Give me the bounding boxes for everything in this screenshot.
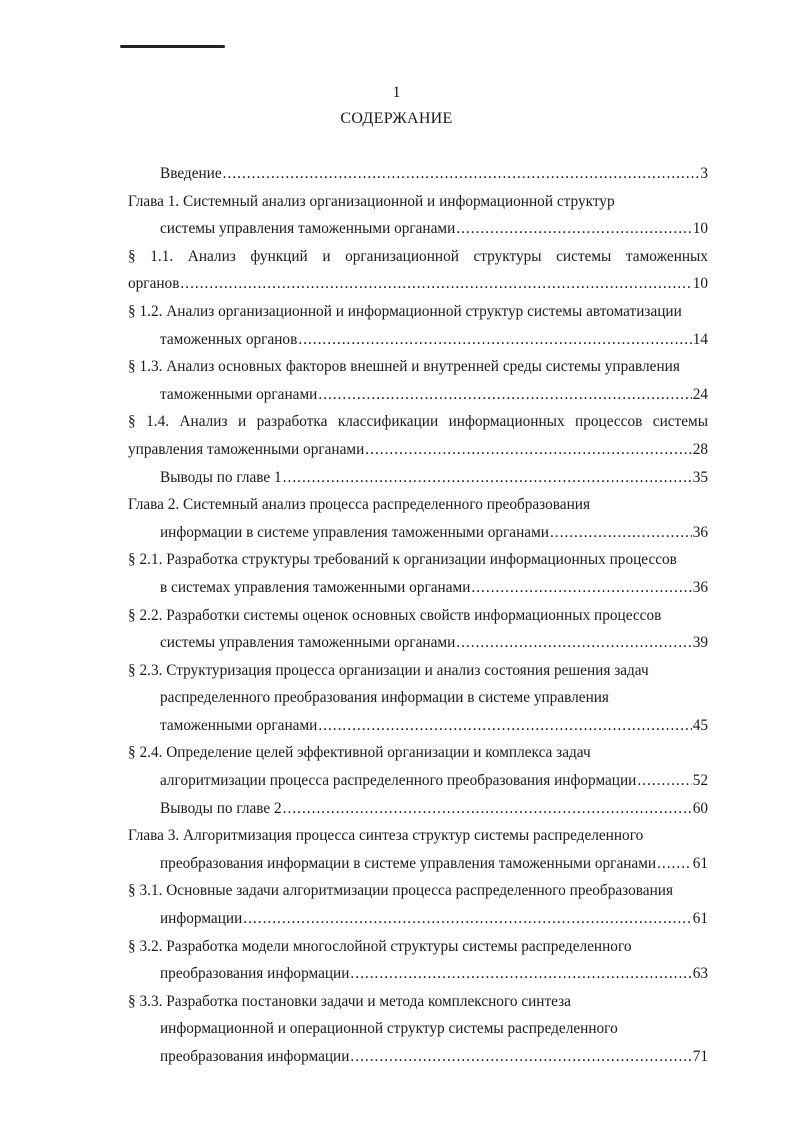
toc-entry-section-1-1 xyxy=(128,243,708,271)
toc-entry-section-1-3-cont xyxy=(128,381,708,409)
toc-entry-text: таможенными органами xyxy=(160,716,318,734)
scan-mark xyxy=(120,45,225,48)
toc-entry-chapter-1-cont xyxy=(128,215,708,243)
toc-entry-text: § 2.3. Структуризация процесса организации и анализ состояния решения задач xyxy=(128,661,649,679)
toc-entry-text: § 2.1. Разработка структуры требований к организации информационных процессов xyxy=(128,551,677,569)
toc-entry-text: § 2.2. Разработки системы оценок основных свойств информационных процессов xyxy=(128,606,662,624)
toc-entry-text: таможенными органами xyxy=(160,385,318,403)
toc-entry-section-2-4 xyxy=(128,739,708,767)
toc-page-number: 61 xyxy=(692,854,708,872)
toc-page-number: 10 xyxy=(692,275,708,293)
toc-page-number: 60 xyxy=(692,799,708,817)
toc-entry-text: § 1.2. Анализ организационной и информационной структур системы автоматизации xyxy=(128,302,682,320)
leader-dots xyxy=(456,215,691,243)
toc-entry-text: § 3.3. Разработка постановки задачи и метода комплексного синтеза xyxy=(128,992,571,1010)
leader-dots xyxy=(180,270,691,298)
toc-entry-text: информационной и операционной структур системы распределенного xyxy=(160,1020,618,1038)
toc-entry-section-3-1-cont xyxy=(128,905,708,933)
toc-entry-text: § 3.1. Основные задачи алгоритмизации процесса распределенного преобразования xyxy=(128,882,673,900)
toc-entry-section-2-3-cont-2 xyxy=(128,712,708,740)
toc-page-number: 14 xyxy=(692,330,708,348)
toc-entry-text: Введение xyxy=(160,165,222,182)
toc-entry-text: органов xyxy=(128,275,180,293)
toc-page-number: 28 xyxy=(692,440,708,458)
leader-dots xyxy=(318,712,691,740)
toc-entry-section-3-2-cont xyxy=(128,960,708,988)
toc-entry-chapter-3-cont xyxy=(128,850,708,878)
toc-entry-text: распределенного преобразования информации в системе управления xyxy=(160,689,609,707)
toc-entry-text: § 1.3. Анализ основных факторов внешней и внутренней среды системы управления xyxy=(128,358,680,376)
toc-page-number: 35 xyxy=(692,468,708,486)
toc-entry-text: управления таможенными органами xyxy=(128,440,365,458)
toc-entry-text: § 2.4. Определение целей эффективной организации и комплекса задач xyxy=(128,744,591,762)
toc-page-number: 3 xyxy=(700,165,708,182)
toc-entry-section-2-1-cont xyxy=(128,574,708,602)
page-number: 1 xyxy=(392,84,401,101)
toc-entry-text: Глава 2. Системный анализ процесса распределенного преобразования xyxy=(128,496,591,514)
toc-entry-section-2-4-cont xyxy=(128,767,708,795)
toc-entry-section-2-2 xyxy=(128,602,708,630)
toc-entry-text: § 3.2. Разработка модели многослойной структуры системы распределенного xyxy=(128,937,632,955)
toc-entry-text: Глава 3. Алгоритмизация процесса синтеза структур системы распределенного xyxy=(128,827,644,845)
toc-entry-section-1-3 xyxy=(128,353,708,381)
toc-page-number: 24 xyxy=(692,385,708,403)
toc-entry-text: системы управления таможенными органами xyxy=(160,634,456,652)
toc-entry-text: § 1.4. Анализ и разработка классификации информационных процессов системы xyxy=(128,413,708,431)
toc-entry-text: § 1.1. Анализ функций и организационной структуры системы таможенных xyxy=(128,247,708,265)
toc-entry-section-2-3-cont xyxy=(128,684,708,712)
toc-entry-section-3-3-cont-2 xyxy=(128,1043,708,1071)
leader-dots xyxy=(471,574,691,602)
toc-page-number: 45 xyxy=(692,716,708,734)
toc-entry-text: информации в системе управления таможенными органами xyxy=(160,523,549,541)
toc-entry-section-1-4 xyxy=(128,408,708,436)
toc-entry-text: преобразования информации xyxy=(160,1048,350,1065)
toc-entry-section-3-1 xyxy=(128,877,708,905)
toc-entry-chapter-2 xyxy=(128,491,708,519)
toc-entry-text: системы управления таможенными органами xyxy=(160,220,456,238)
toc-entry-section-1-2-cont xyxy=(128,326,708,354)
table-of-contents xyxy=(128,160,708,1071)
toc-entry-text: преобразования информации в системе управления таможенными органами xyxy=(160,854,657,872)
toc-entry-section-2-3 xyxy=(128,657,708,685)
leader-dots xyxy=(350,960,691,988)
toc-entry-chapter-1 xyxy=(128,188,708,216)
leader-dots xyxy=(350,1043,691,1071)
leader-dots xyxy=(456,629,691,657)
leader-dots xyxy=(318,381,691,409)
toc-page-number: 36 xyxy=(692,578,708,596)
leader-dots xyxy=(283,464,692,492)
toc-entry-chapter-2-cont xyxy=(128,519,708,547)
toc-entry-text: информации xyxy=(160,910,243,928)
toc-entry-text: таможенных органов xyxy=(160,330,298,348)
leader-dots xyxy=(657,850,692,878)
toc-title: СОДЕРЖАНИЕ xyxy=(340,110,453,127)
toc-entry-section-1-2 xyxy=(128,298,708,326)
toc-entry-section-1-1-cont xyxy=(128,270,708,298)
toc-page-number: 61 xyxy=(692,910,708,928)
toc-entry-section-3-2 xyxy=(128,933,708,961)
leader-dots xyxy=(223,160,700,188)
leader-dots xyxy=(298,326,691,354)
toc-page-number: 52 xyxy=(692,772,708,790)
toc-entry-text: Выводы по главе 2 xyxy=(160,799,282,817)
toc-entry-text: Выводы по главе 1 xyxy=(160,468,282,486)
toc-entry-section-2-1 xyxy=(128,546,708,574)
toc-entry-conclusions-1 xyxy=(128,464,708,492)
toc-entry-section-3-3-cont xyxy=(128,1015,708,1043)
leader-dots xyxy=(283,795,692,823)
toc-entry-section-3-3 xyxy=(128,988,708,1016)
toc-page-number: 10 xyxy=(692,220,708,238)
toc-page-number: 71 xyxy=(692,1048,708,1065)
toc-entry-text: Глава 1. Системный анализ организационной и информационной структур xyxy=(128,192,615,210)
toc-entry-section-1-4-cont xyxy=(128,436,708,464)
leader-dots xyxy=(243,905,691,933)
toc-entry-chapter-3 xyxy=(128,822,708,850)
toc-page-number: 39 xyxy=(692,634,708,652)
leader-dots xyxy=(637,767,691,795)
leader-dots xyxy=(365,436,691,464)
toc-entry-text: алгоритмизации процесса распределенного преобразования информации xyxy=(160,772,637,790)
toc-entry-introduction xyxy=(128,160,708,188)
toc-page-number: 63 xyxy=(692,965,708,983)
toc-page-number: 36 xyxy=(692,523,708,541)
leader-dots xyxy=(550,519,692,547)
toc-entry-text: преобразования информации xyxy=(160,965,350,983)
toc-entry-section-2-2-cont xyxy=(128,629,708,657)
toc-entry-conclusions-2 xyxy=(128,795,708,823)
toc-entry-text: в системах управления таможенными органами xyxy=(160,578,471,596)
